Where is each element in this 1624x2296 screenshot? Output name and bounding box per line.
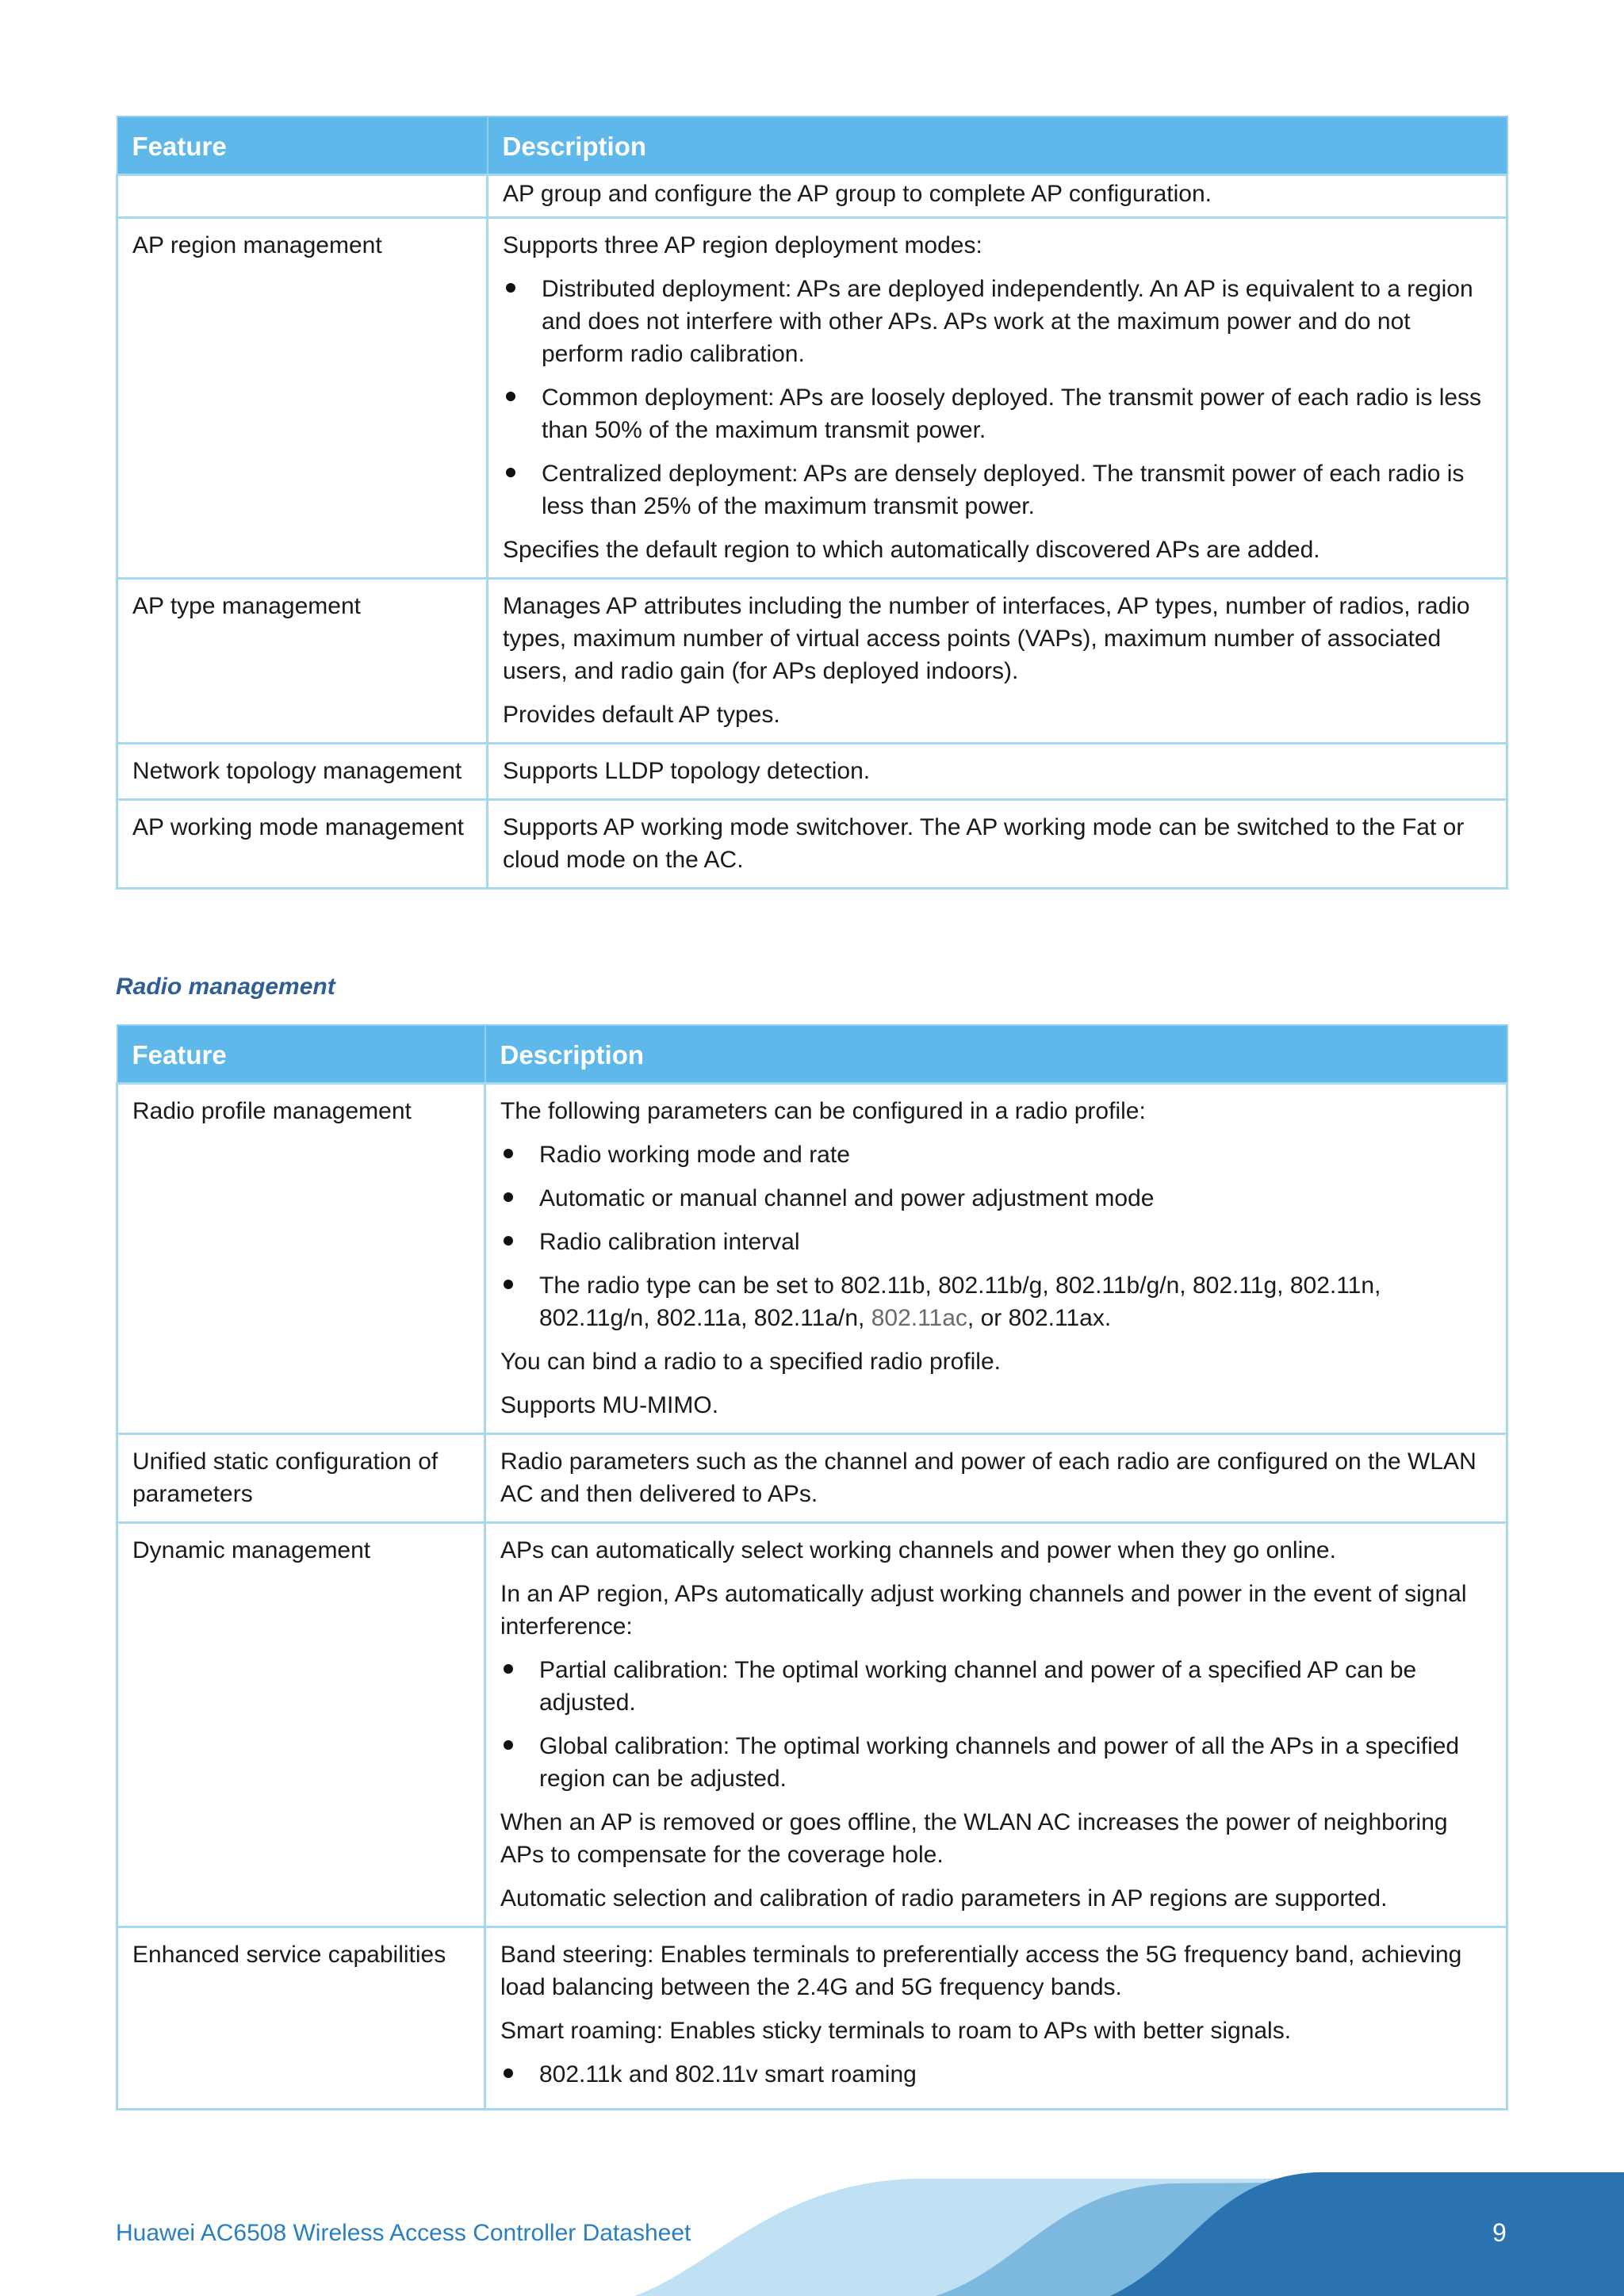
description-text: Smart roaming: Enables sticky terminals to roam to APs with better signals. — [500, 2018, 1292, 2044]
table-row — [117, 579, 1507, 744]
section-title: Radio management — [116, 974, 335, 1000]
radio-type-suffix: , or 802.11ax. — [967, 1305, 1112, 1331]
description-text: The following parameters can be configured in a radio profile: — [500, 1098, 1146, 1124]
description-text: Supports three AP region deployment modes: — [503, 232, 982, 258]
feature-cell: Network topology management — [117, 744, 488, 800]
description-text: Provides default AP types. — [503, 702, 780, 728]
table-header-row — [117, 1025, 1507, 1084]
list-item: Automatic or manual channel and power adjustment mode — [500, 1182, 1492, 1215]
list-item: 802.11k and 802.11v smart roaming — [500, 2058, 1492, 2091]
description-cell — [488, 175, 1507, 218]
description-text: Supports AP working mode switchover. The AP working mode can be switched to the Fat or cloud mode on the AC. — [503, 814, 1465, 873]
list-item: Radio working mode and rate — [500, 1138, 1492, 1171]
feature-cell: Enhanced service capabilities — [117, 1927, 485, 2110]
radio-type-text: The radio type can be set to 802.11b, 802.11b/g, 802.11b/g/n, 802.11g, 802.11n, 802.11g/n, 802.11a, 802.11a/n, — [539, 1272, 1381, 1331]
feature-cell: AP working mode management — [117, 800, 488, 889]
description-text: When an AP is removed or goes offline, the WLAN AC increases the power of neighboring APs to compensate for the coverage hole. — [500, 1809, 1448, 1868]
list-item: Common deployment: APs are loosely deployed. The transmit power of each radio is less than 50% of the maximum transmit power. — [503, 381, 1492, 446]
description-text: Supports LLDP topology detection. — [503, 758, 871, 784]
bullet-list — [503, 273, 1492, 522]
description-text: Automatic selection and calibration of radio parameters in AP regions are supported. — [500, 1885, 1388, 1911]
description-text: Band steering: Enables terminals to preferentially access the 5G frequency band, achieving load balancing between the 2.4G and 5G frequency bands. — [500, 1942, 1462, 2000]
description-cell — [488, 800, 1507, 889]
ap-management-table — [116, 116, 1508, 890]
radio-type-ac: 802.11ac — [871, 1305, 967, 1331]
column-header-description: Description — [485, 1025, 1507, 1084]
table-row — [117, 1434, 1507, 1523]
table-row — [117, 218, 1507, 579]
column-header-feature: Feature — [117, 1025, 485, 1084]
list-item — [500, 1269, 1492, 1334]
feature-cell: AP region management — [117, 218, 488, 579]
description-cell — [488, 579, 1507, 744]
description-cell — [485, 1084, 1507, 1434]
description-cell — [485, 1523, 1507, 1927]
column-header-description: Description — [488, 117, 1507, 175]
footer-document-title: Huawei AC6508 Wireless Access Controller Datasheet — [116, 2220, 691, 2246]
description-text: Radio parameters such as the channel and power of each radio are configured on the WLAN AC and then delivered to APs. — [500, 1448, 1477, 1507]
table-row — [117, 744, 1507, 800]
description-text: Manages AP attributes including the number of interfaces, AP types, number of radios, radio types, maximum number of virtual access points (VAPs), maximum number of associated users, and radio gain (for APs deployed indoors). — [503, 593, 1470, 684]
description-text: You can bind a radio to a specified radio profile. — [500, 1349, 1001, 1375]
list-item: Partial calibration: The optimal working channel and power of a specified AP can be adjusted. — [500, 1654, 1492, 1719]
description-text: APs can automatically select working channels and power when they go online. — [500, 1537, 1336, 1563]
list-item: Global calibration: The optimal working channels and power of all the APs in a specified region can be adjusted. — [500, 1730, 1492, 1795]
table-row — [117, 175, 1507, 218]
continuation-text: AP group and configure the AP group to complete AP configuration. — [503, 181, 1212, 207]
description-cell — [485, 1927, 1507, 2110]
feature-cell: Unified static configuration of parameters — [117, 1434, 485, 1523]
page-number: 9 — [1492, 2218, 1507, 2247]
description-text: Supports MU-MIMO. — [500, 1392, 719, 1418]
bullet-list — [500, 2058, 1492, 2091]
description-text: In an AP region, APs automatically adjust working channels and power in the event of signal interference: — [500, 1581, 1467, 1640]
table-header-row — [117, 117, 1507, 175]
column-header-feature: Feature — [117, 117, 488, 175]
table-row — [117, 1084, 1507, 1434]
description-cell — [485, 1434, 1507, 1523]
description-cell — [488, 218, 1507, 579]
feature-cell — [117, 175, 488, 218]
radio-management-table — [116, 1024, 1508, 2110]
feature-cell: AP type management — [117, 579, 488, 744]
table-row — [117, 1523, 1507, 1927]
description-text: Specifies the default region to which automatically discovered APs are added. — [503, 537, 1320, 563]
table-row — [117, 1927, 1507, 2110]
list-item: Distributed deployment: APs are deployed independently. An AP is equivalent to a region and does not interfere with other APs. APs work at the maximum power and do not perform radio calibration. — [503, 273, 1492, 370]
description-cell — [488, 744, 1507, 800]
feature-cell: Dynamic management — [117, 1523, 485, 1927]
bullet-list — [500, 1654, 1492, 1795]
feature-cell: Radio profile management — [117, 1084, 485, 1434]
table-row — [117, 800, 1507, 889]
list-item: Centralized deployment: APs are densely deployed. The transmit power of each radio is less than 25% of the maximum transmit power. — [503, 457, 1492, 522]
list-item: Radio calibration interval — [500, 1226, 1492, 1258]
bullet-list — [500, 1138, 1492, 1334]
